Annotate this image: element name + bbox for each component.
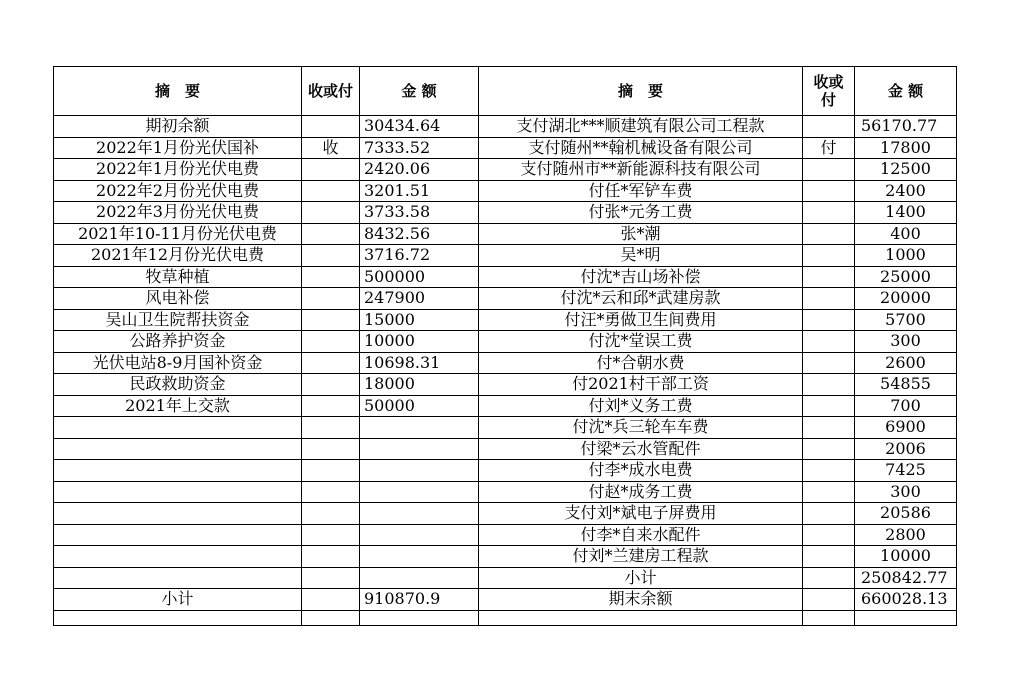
table-row [54,395,957,417]
left-type-cell [302,288,360,310]
right-amount-cell: 2600 [855,352,957,374]
table-row [54,266,957,288]
right-summary-cell: 付沈*云和邱*武建房款 [479,288,803,310]
left-amount-cell [360,417,479,439]
left-type-cell [302,503,360,525]
left-type-cell [302,331,360,353]
table-row [54,202,957,224]
right-type-cell [803,159,855,181]
right-type-cell [803,395,855,417]
right-type-cell: 付 [803,137,855,159]
right-summary-cell: 付沈*兵三轮车车费 [479,417,803,439]
left-summary-cell [54,438,302,460]
left-amount-cell [360,460,479,482]
header-right-type: 收或付 [803,67,855,116]
right-summary-cell: 付刘*义务工费 [479,395,803,417]
left-amount-cell: 3201.51 [360,180,479,202]
right-amount-cell: 300 [855,481,957,503]
left-summary-cell: 2022年2月份光伏电费 [54,180,302,202]
left-summary-cell: 2022年1月份光伏电费 [54,159,302,181]
left-type-cell [302,460,360,482]
empty-cell [803,610,855,625]
left-amount-cell [360,524,479,546]
left-summary-cell: 2021年上交款 [54,395,302,417]
empty-cell [54,610,302,625]
table-row [54,159,957,181]
right-summary-cell: 付2021村干部工资 [479,374,803,396]
left-amount-cell: 18000 [360,374,479,396]
right-summary-cell: 付*合朝水费 [479,352,803,374]
table-row [54,567,957,589]
right-type-cell [803,245,855,267]
header-left-amount: 金 额 [360,67,479,116]
right-type-cell [803,309,855,331]
table-row [54,481,957,503]
right-summary-cell: 支付随州**翰机械设备有限公司 [479,137,803,159]
right-type-cell [803,116,855,138]
table-row [54,180,957,202]
table-row [54,223,957,245]
right-summary-cell: 支付随州市**新能源科技有限公司 [479,159,803,181]
right-amount-cell: 2800 [855,524,957,546]
right-type-cell [803,352,855,374]
left-summary-cell: 期初余额 [54,116,302,138]
left-summary-cell: 光伏电站8-9月国补资金 [54,352,302,374]
left-amount-cell: 8432.56 [360,223,479,245]
right-amount-cell: 660028.13 [855,589,957,611]
table-row [54,309,957,331]
empty-cell [302,610,360,625]
left-type-cell [302,395,360,417]
left-type-cell [302,589,360,611]
right-type-cell [803,438,855,460]
left-summary-cell [54,524,302,546]
left-summary-cell [54,567,302,589]
left-type-cell [302,481,360,503]
left-summary-cell [54,481,302,503]
right-type-cell [803,481,855,503]
right-type-cell [803,374,855,396]
right-amount-cell: 5700 [855,309,957,331]
table-row [54,503,957,525]
left-amount-cell: 10000 [360,331,479,353]
table-row [54,245,957,267]
left-amount-cell: 3716.72 [360,245,479,267]
right-type-cell [803,567,855,589]
right-type-cell [803,546,855,568]
left-summary-cell: 小计 [54,589,302,611]
right-summary-cell: 付赵*成务工费 [479,481,803,503]
left-amount-cell [360,567,479,589]
right-summary-cell: 付李*自来水配件 [479,524,803,546]
right-type-cell [803,223,855,245]
ledger-table [53,66,957,626]
left-summary-cell: 2022年1月份光伏国补 [54,137,302,159]
right-summary-cell: 张*潮 [479,223,803,245]
left-type-cell [302,266,360,288]
right-summary-cell: 付刘*兰建房工程款 [479,546,803,568]
right-amount-cell: 1400 [855,202,957,224]
left-amount-cell: 247900 [360,288,479,310]
right-summary-cell: 付梁*云水管配件 [479,438,803,460]
left-amount-cell [360,503,479,525]
left-type-cell [302,438,360,460]
left-type-cell [302,245,360,267]
right-amount-cell: 700 [855,395,957,417]
left-amount-cell: 30434.64 [360,116,479,138]
right-amount-cell: 17800 [855,137,957,159]
header-right-amount: 金 额 [855,67,957,116]
right-amount-cell: 2400 [855,180,957,202]
right-type-cell [803,417,855,439]
right-summary-cell: 支付湖北***顺建筑有限公司工程款 [479,116,803,138]
left-amount-cell [360,481,479,503]
right-amount-cell: 400 [855,223,957,245]
right-summary-cell: 小计 [479,567,803,589]
right-type-cell [803,266,855,288]
right-summary-cell: 付沈*吉山场补偿 [479,266,803,288]
table-row [54,460,957,482]
left-summary-cell [54,503,302,525]
left-amount-cell: 500000 [360,266,479,288]
right-amount-cell: 2006 [855,438,957,460]
right-summary-cell: 付沈*堂误工费 [479,331,803,353]
right-amount-cell: 1000 [855,245,957,267]
right-summary-cell: 期末余额 [479,589,803,611]
table-row [54,116,957,138]
right-amount-cell: 10000 [855,546,957,568]
right-amount-cell: 300 [855,331,957,353]
table-row [54,137,957,159]
left-type-cell [302,567,360,589]
ledger-body [54,116,957,626]
left-summary-cell: 民政救助资金 [54,374,302,396]
right-type-cell [803,524,855,546]
right-summary-cell: 吴*明 [479,245,803,267]
table-row [54,546,957,568]
header-right-summary: 摘 要 [479,67,803,116]
right-summary-cell: 付汪*勇做卫生间费用 [479,309,803,331]
right-type-cell [803,202,855,224]
left-amount-cell [360,546,479,568]
left-type-cell [302,524,360,546]
right-amount-cell: 54855 [855,374,957,396]
left-amount-cell: 50000 [360,395,479,417]
right-type-cell [803,589,855,611]
left-type-cell [302,417,360,439]
left-type-cell [302,309,360,331]
right-amount-cell: 6900 [855,417,957,439]
left-amount-cell: 910870.9 [360,589,479,611]
left-amount-cell: 15000 [360,309,479,331]
right-amount-cell: 7425 [855,460,957,482]
right-summary-cell: 付任*军铲车费 [479,180,803,202]
empty-cell [360,610,479,625]
right-amount-cell: 12500 [855,159,957,181]
left-type-cell [302,546,360,568]
left-type-cell [302,159,360,181]
left-summary-cell [54,417,302,439]
left-type-cell [302,374,360,396]
left-type-cell [302,223,360,245]
right-type-cell [803,288,855,310]
right-summary-cell: 付李*成水电费 [479,460,803,482]
left-amount-cell: 7333.52 [360,137,479,159]
empty-cell [855,610,957,625]
table-row [54,524,957,546]
right-type-cell [803,180,855,202]
left-summary-cell [54,460,302,482]
right-type-cell [803,331,855,353]
table-row [54,438,957,460]
left-type-cell [302,116,360,138]
left-summary-cell [54,546,302,568]
left-type-cell [302,180,360,202]
table-row [54,374,957,396]
left-type-cell [302,202,360,224]
left-summary-cell: 风电补偿 [54,288,302,310]
left-summary-cell: 吴山卫生院帮扶资金 [54,309,302,331]
right-summary-cell: 付张*元务工费 [479,202,803,224]
table-row [54,331,957,353]
right-type-cell [803,460,855,482]
header-row [54,67,957,116]
left-summary-cell: 2022年3月份光伏电费 [54,202,302,224]
empty-cell [479,610,803,625]
left-amount-cell: 2420.06 [360,159,479,181]
right-amount-cell: 250842.77 [855,567,957,589]
left-summary-cell: 公路养护资金 [54,331,302,353]
table-row [54,417,957,439]
left-summary-cell: 牧草种植 [54,266,302,288]
right-amount-cell: 25000 [855,266,957,288]
left-type-cell [302,352,360,374]
left-type-cell: 收 [302,137,360,159]
right-type-cell [803,503,855,525]
left-summary-cell: 2021年12月份光伏电费 [54,245,302,267]
right-amount-cell: 20586 [855,503,957,525]
table-row [54,288,957,310]
table-row [54,352,957,374]
right-summary-cell: 支付刘*斌电子屏费用 [479,503,803,525]
header-left-type: 收或付 [302,67,360,116]
empty-row [54,610,957,625]
left-amount-cell [360,438,479,460]
left-summary-cell: 2021年10-11月份光伏电费 [54,223,302,245]
left-amount-cell: 3733.58 [360,202,479,224]
right-amount-cell: 56170.77 [855,116,957,138]
table-row [54,589,957,611]
left-amount-cell: 10698.31 [360,352,479,374]
right-amount-cell: 20000 [855,288,957,310]
header-left-summary: 摘 要 [54,67,302,116]
